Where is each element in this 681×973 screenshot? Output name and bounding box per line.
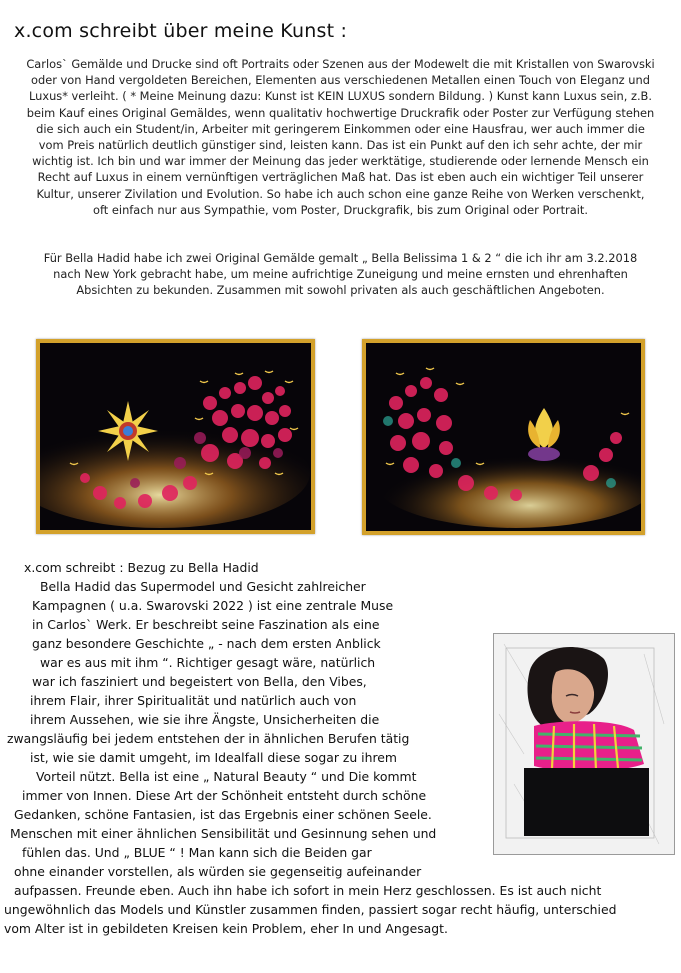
section-line: ihrem Aussehen, wie sie ihre Ängste, Unsicherheiten die <box>30 712 380 727</box>
section-line: Kampagnen ( u.a. Swarovski 2022 ) ist eine zentrale Muse <box>32 598 394 613</box>
section-line: ihrem Flair, ihrer Spiritualität und natürlich auch von <box>30 693 357 708</box>
section-line: ungewöhnlich das Models und Künstler zusammen finden, passiert sogar recht häufig, unterschied <box>4 902 617 917</box>
section-line: in Carlos` Werk. Er beschreibt seine Faszination als eine <box>32 617 380 632</box>
intro-line: Carlos` Gemälde und Drucke sind oft Portraits oder Szenen aus der Modewelt die mit Kristallen von Swarovski <box>26 57 655 71</box>
intro-line: beim Kauf eines Original Gemäldes, wenn qualitativ hochwertige Druckrafik oder Poster zur Verfügung stehen <box>26 105 655 120</box>
section-line: aufpassen. Freunde eben. Auch ihn habe ich sofort in mein Herz geschlossen. Es ist auch nicht <box>14 883 602 898</box>
intro-line: Luxus* verleiht. ( * Meine Meinung dazu: Kunst ist KEIN LUXUS sondern Bildung. ) Kunst kann Luxus sein, z.B. <box>28 89 652 104</box>
bella-paragraph <box>4 250 677 299</box>
section-line: Vorteil nützt. Bella ist eine „ Natural Beauty “ und Die kommt <box>36 769 417 784</box>
bella-line: nach New York gebracht habe, um meine aufrichtige Zuneigung und meine ernsten und ehrenhaften <box>53 267 628 282</box>
painting-bella-belissima-2 <box>362 339 645 535</box>
section-line: ohne einander vorstellen, als würden sie gegenseitig aufeinander <box>14 864 422 879</box>
model-photo-image <box>494 634 674 854</box>
model-photo <box>493 633 675 855</box>
intro-line: wichtig ist. Ich bin und war immer der Meinung das jeder werktätige, studierende oder lernende Mensch ein <box>32 154 649 169</box>
intro-line: die sich auch ein Student/in, Arbeiter mit geringerem Einkommen oder eine Hausfrau, wer auch immer die <box>36 121 645 136</box>
intro-line: vom Preis natürlich deutlich günstiger sind, leisten kann. Das ist ein Punkt auf den ich sehr achte, der mir <box>38 138 643 153</box>
section-heading-bella-hadid: x.com schreibt : Bezug zu Bella Hadid <box>24 560 259 575</box>
painting-1-artwork <box>40 343 311 530</box>
section-line: war es aus mit ihm “. Richtiger gesagt wäre, natürlich <box>40 655 376 670</box>
intro-line: oft einfach nur aus Sympathie, vom Poster, Druckgrafik, bis zum Original oder Portrait. <box>93 202 588 217</box>
intro-line: Recht auf Luxus in einem vernünftigen verträglichen Maß hat. Das ist eben auch ein wichtiger Teil unserer <box>37 170 644 185</box>
painting-2-artwork <box>366 343 641 531</box>
section-line: ist, wie sie damit umgeht, im Idealfall diese sogar zu ihrem <box>30 750 397 765</box>
section-line: Gedanken, schöne Fantasien, ist das Ergebnis einer schönen Seele. <box>14 807 432 822</box>
section-line: zwangsläufig bei jedem entstehen der in ähnlichen Berufen tätig <box>7 731 410 746</box>
section-line: ganz besondere Geschichte „ - nach dem ersten Anblick <box>32 636 381 651</box>
bella-line: Für Bella Hadid habe ich zwei Original Gemälde gemalt „ Bella Belissima 1 & 2 “ die ich ihr am 3.2.2018 <box>43 251 638 265</box>
painting-bella-belissima-1 <box>36 339 315 534</box>
section-line: vom Alter ist in gebildeten Kreisen kein Problem, eher In und Angesagt. <box>4 921 448 936</box>
bella-line: Absichten zu bekunden. Zusammen mit sowohl privaten als auch geschäftlichen Angeboten. <box>76 283 605 298</box>
section-line: immer von Innen. Diese Art der Schönheit entsteht durch schöne <box>22 788 427 803</box>
page-title: x.com schreibt über meine Kunst : <box>14 20 348 42</box>
intro-line: Kultur, unserer Zivilation und Evolution. So habe ich auch schon eine ganze Reihe von Werken verschenkt, <box>36 186 645 201</box>
intro-line: oder von Hand vergoldeten Bereichen, Elementen aus verschiedenen Metallen einen Touch von Eleganz und <box>31 73 650 88</box>
intro-paragraph <box>4 56 677 218</box>
section-line: Menschen mit einer ähnlichen Sensibilität und Gesinnung sehen und <box>10 826 437 841</box>
section-line: war ich fasziniert und begeistert von Bella, den Vibes, <box>32 674 367 689</box>
section-line: fühlen das. Und „ BLUE “ ! Man kann sich die Beiden gar <box>22 845 372 860</box>
section-line: Bella Hadid das Supermodel und Gesicht zahlreicher <box>40 579 366 594</box>
